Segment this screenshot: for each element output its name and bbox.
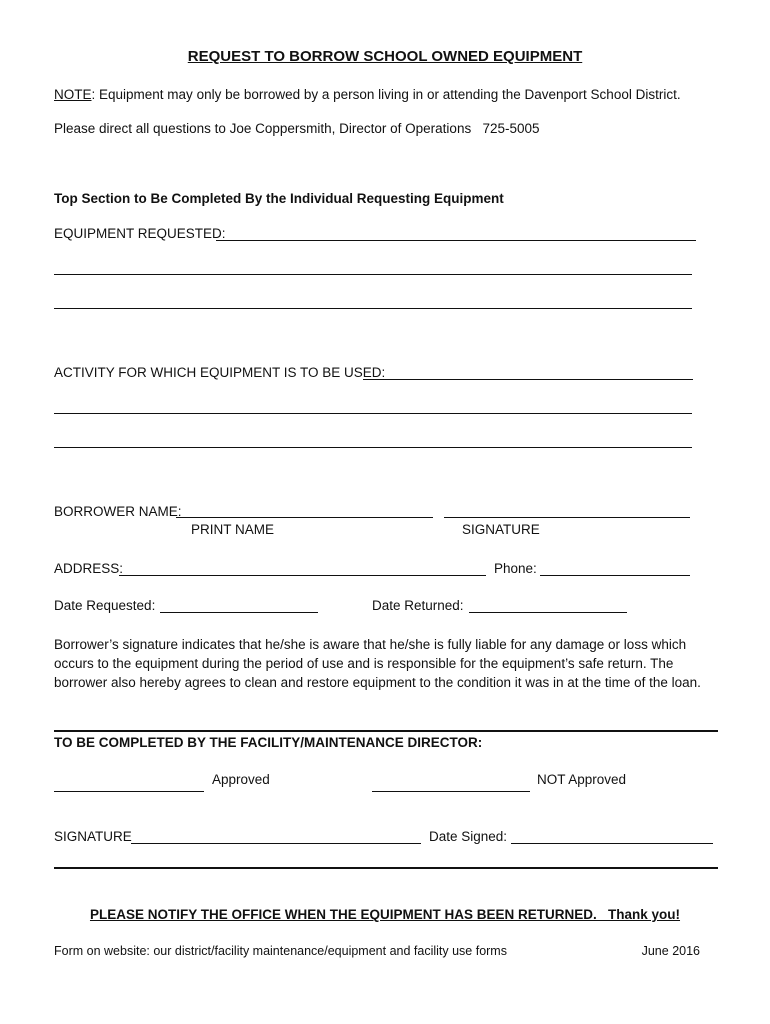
footer-date: June 2016: [641, 944, 700, 958]
note-label: NOTE: [54, 87, 92, 102]
equipment-field-line-3[interactable]: [54, 308, 692, 309]
section-divider: [54, 730, 718, 732]
date-requested-label: Date Requested:: [54, 598, 156, 613]
equipment-field[interactable]: [216, 240, 696, 241]
page-title: REQUEST TO BORROW SCHOOL OWNED EQUIPMENT: [187, 48, 583, 65]
phone-field[interactable]: [540, 575, 690, 576]
contact-info: Please direct all questions to Joe Coppersmith, Director of Operations 725-5005: [54, 121, 540, 136]
equipment-field-line-2[interactable]: [54, 274, 692, 275]
date-signed-field[interactable]: [511, 843, 713, 844]
note-text: : Equipment may only be borrowed by a person living in or attending the Davenport School District.: [91, 87, 681, 102]
equipment-label: EQUIPMENT REQUESTED:: [54, 226, 226, 241]
print-name-field[interactable]: [176, 517, 433, 518]
address-field[interactable]: [119, 575, 486, 576]
activity-label: ACTIVITY FOR WHICH EQUIPMENT IS TO BE USED:: [54, 365, 386, 380]
section-divider-bottom: [54, 867, 718, 869]
approved-label: Approved: [212, 772, 270, 787]
signature-field[interactable]: [444, 517, 690, 518]
director-signature-label: SIGNATURE: [54, 829, 132, 844]
footer-website: Form on website: our district/facility maintenance/equipment and facility use forms: [54, 944, 507, 958]
date-returned-label: Date Returned:: [372, 598, 464, 613]
note-line: [54, 87, 681, 102]
address-label: ADDRESS:: [54, 561, 124, 576]
date-signed-label: Date Signed:: [429, 829, 508, 844]
phone-label: Phone:: [494, 561, 537, 576]
signature-caption: SIGNATURE: [462, 522, 540, 537]
activity-field-line-3[interactable]: [54, 447, 692, 448]
liability-paragraph: Borrower’s signature indicates that he/she is aware that he/she is fully liable for any damage or loss which occurs to the equipment during the period of use and is responsible for the equipment’s safe return. The borrower also hereby agrees to clean and restore equipment to the condition it was in at the time of the loan.: [54, 637, 701, 690]
activity-field-line-2[interactable]: [54, 413, 692, 414]
notify-notice: PLEASE NOTIFY THE OFFICE WHEN THE EQUIPMENT HAS BEEN RETURNED. Thank you!: [89, 907, 681, 922]
approved-field[interactable]: [54, 791, 204, 792]
not-approved-label: NOT Approved: [537, 772, 627, 787]
activity-field[interactable]: [363, 379, 693, 380]
date-requested-field[interactable]: [160, 612, 318, 613]
not-approved-field[interactable]: [372, 791, 530, 792]
borrower-label: BORROWER NAME:: [54, 504, 182, 519]
director-section-heading: TO BE COMPLETED BY THE FACILITY/MAINTENANCE DIRECTOR:: [54, 735, 483, 750]
print-name-caption: PRINT NAME: [191, 522, 275, 537]
date-returned-field[interactable]: [469, 612, 627, 613]
director-signature-field[interactable]: [131, 843, 421, 844]
top-section-heading: Top Section to Be Completed By the Individual Requesting Equipment: [54, 191, 504, 206]
